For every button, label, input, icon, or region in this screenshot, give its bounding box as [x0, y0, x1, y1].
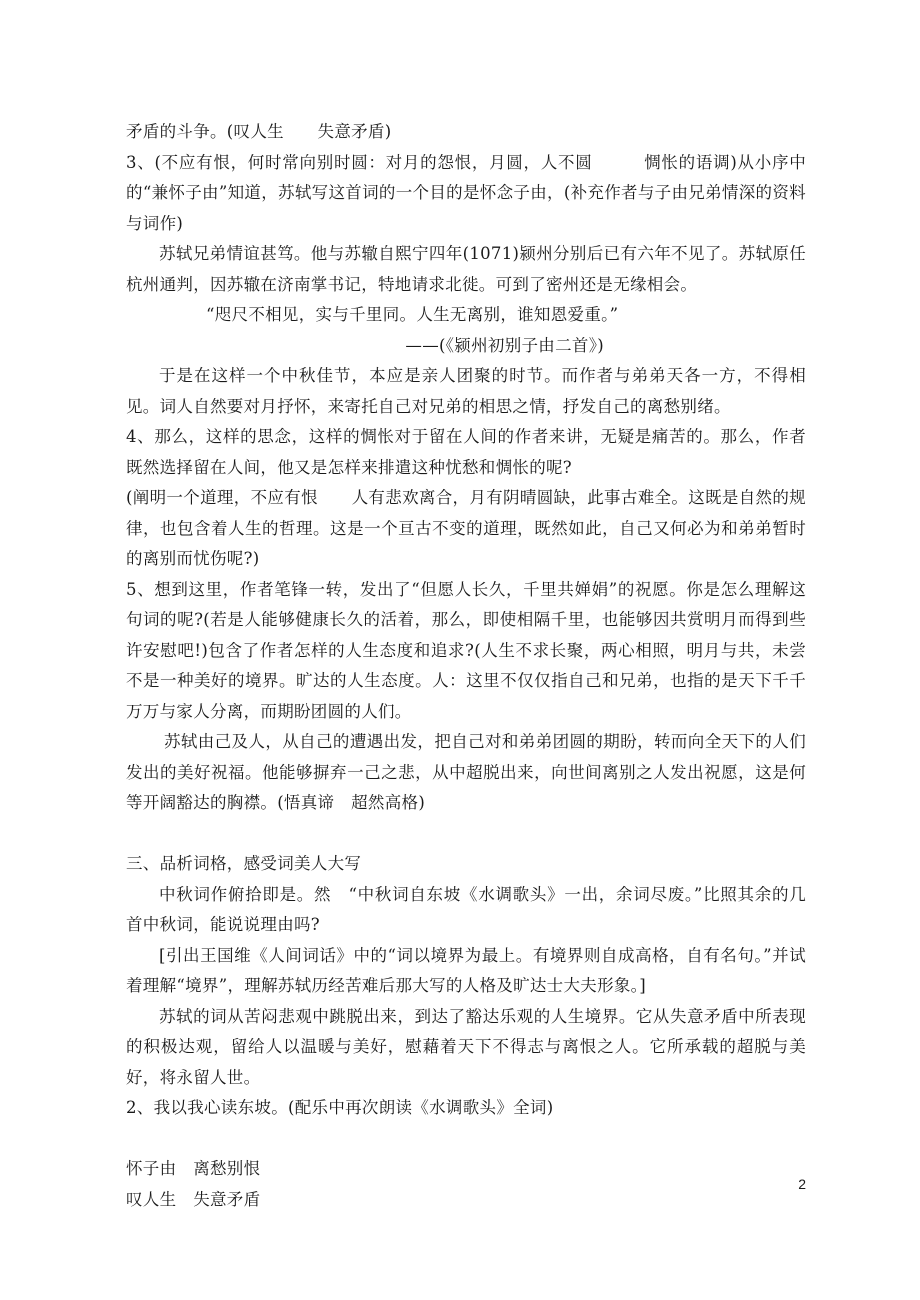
summary-line-1: 怀子由 离愁别恨 [126, 1159, 261, 1178]
paragraph-mid-autumn-poems: 中秋词作俯拾即是。然 “中秋词自东坡《水调歌头》一出，余词尽废。”比照其余的几首中秋词，能说说理由吗? [126, 884, 806, 934]
paragraph-principle: (阐明一个道理，不应有恨 人有悲欢离合，月有阴晴圆缺，此事古难全。这既是自然的规律，也包含着人生的哲理。这是一个亘古不变的道理，既然如此，自己又何必为和弟弟暂时的离别而忧伤呢?) [126, 488, 806, 568]
paragraph-question-5: 5、想到这里，作者笔锋一转，发出了“但愿人长久，千里共婵娟”的祝愿。你是怎么理解这句词的呢?(若是人能够健康长久的活着，那么，即使相隔千里，也能够因共赏明月而得到些许安慰吧!)包含了作者怎样的人生态度和追求?(人生不求长聚，两心相照，明月与共，未尝不是一种美好的境界。旷达的人生态度。人：这里不仅仅指自己和兄弟，也指的是天下千千万万与家人分离，而期盼团圆的人们。 [126, 579, 806, 721]
paragraph-question-3: 3、(不应有恨，何时常向别时圆：对月的怨恨，月圆，人不圆 惆怅的语调)从小序中的“兼怀子由”知道，苏轼写这首词的一个目的是怀念子由，(补充作者与子由兄弟情深的资料与词作) [126, 152, 806, 233]
paragraph-read-dongpo: 2、我以我心读东坡。(配乐中再次朗读《水调歌头》全词) [126, 1098, 554, 1117]
page-number: 2 [798, 1176, 806, 1192]
paragraph-su-shi-realm: 苏轼的词从苦闷悲观中跳脱出来，到达了豁达乐观的人生境界。它从失意矛盾中所表现的积极达观，留给人以温暖与美好，慰藉着天下不得志与离恨之人。它所承载的超脱与美好，将永留人世。 [126, 1006, 806, 1087]
section-heading-3: 三、品析词格，感受词美人大写 [126, 854, 362, 873]
paragraph-mid-autumn: 于是在这样一个中秋佳节，本应是亲人团聚的时节。而作者与弟弟天各一方，不得相见。词人自然要对月抒怀，来寄托自己对兄弟的相思之情，抒发自己的离愁别绪。 [126, 366, 806, 416]
paragraph-blessing: 苏轼由己及人，从自己的遭遇出发，把自己对和弟弟团圆的期盼，转而向全天下的人们发出的美好祝福。他能够摒弃一己之悲，从中超脱出来，向世间离别之人发出祝愿，这是何等开阔豁达的胸襟。(悟真谛 超然高格) [126, 732, 806, 812]
blank-line [126, 1124, 806, 1155]
summary-line-2: 叹人生 失意矛盾 [126, 1189, 261, 1209]
document-body [126, 117, 806, 1215]
poem-quote: “咫尺不相见，实与千里同。人生无离别，谁知恩爱重。” [206, 305, 619, 324]
paragraph-brothers-friendship: 苏轼兄弟情谊甚笃。他与苏辙自熙宁四年(1071)颍州分别后已有六年不见了。苏轼原任杭州通判，因苏辙在济南掌书记，特地请求北徙。可到了密州还是无缘相会。 [126, 244, 806, 294]
blank-line [126, 819, 806, 850]
poem-source: ——(《颍州初别子由二首》) [405, 335, 604, 355]
paragraph-conflict-continuation: 矛盾的斗争。(叹人生 失意矛盾) [126, 122, 392, 141]
paragraph-wang-guowei: [引出王国维《人间词话》中的“词以境界为最上。有境界则自成高格，自有名句。”并试着理解“境界”，理解苏轼历经苦难后那大写的人格及旷达士大夫形象。] [126, 945, 806, 995]
paragraph-question-4: 4、那么，这样的思念，这样的惆怅对于留在人间的作者来讲，无疑是痛苦的。那么，作者既然选择留在人间，他又是怎样来排遣这种忧愁和惆怅的呢? [126, 427, 806, 477]
